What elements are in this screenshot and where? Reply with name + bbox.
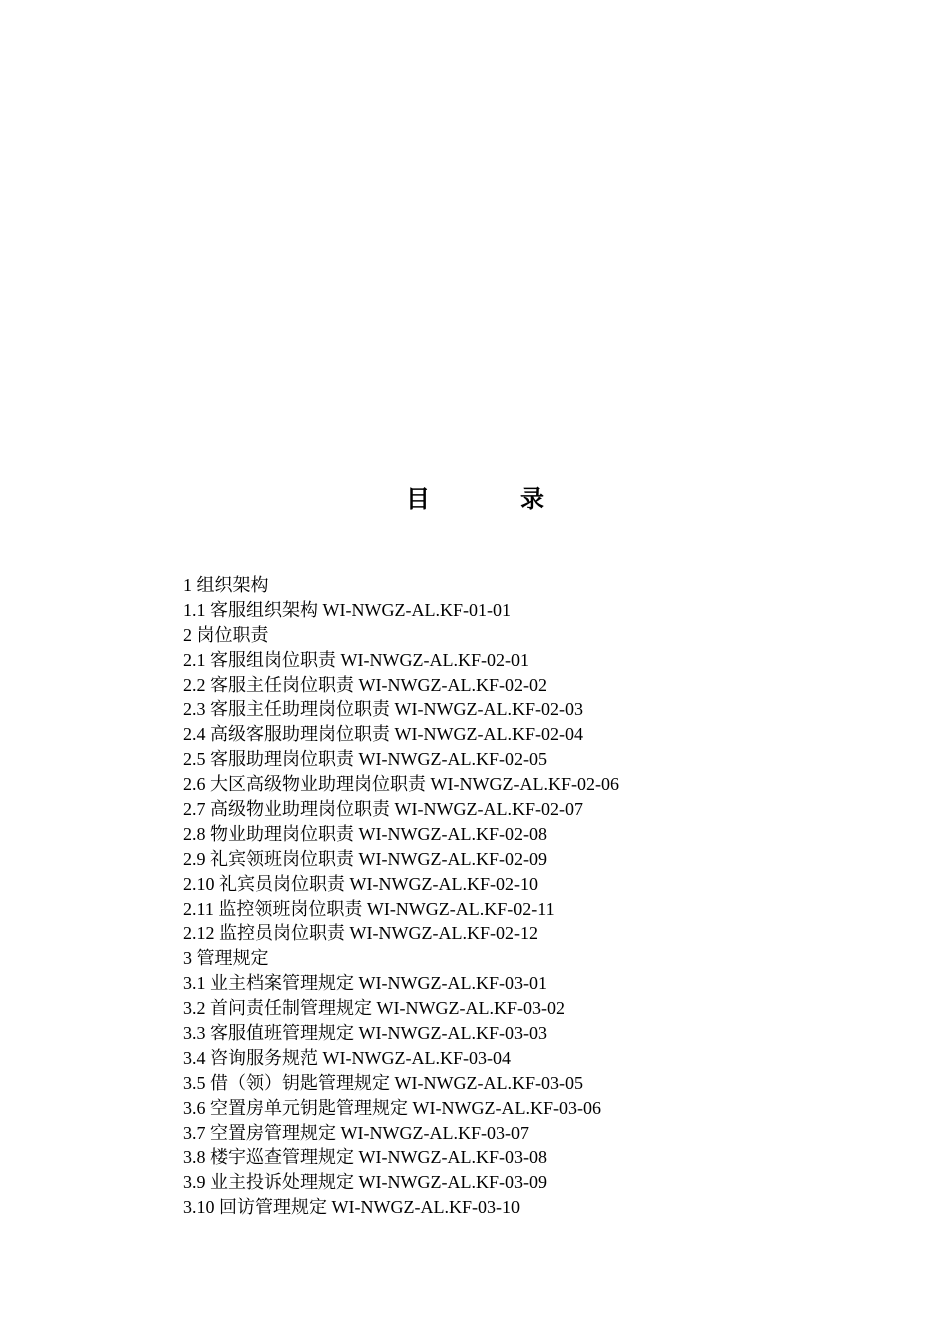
toc-item: 3.10 回访管理规定 WI-NWGZ-AL.KF-03-10 — [183, 1197, 520, 1218]
toc-item: 1.1 客服组织架构 WI-NWGZ-AL.KF-01-01 — [183, 599, 511, 620]
toc-item: 3.8 楼宇巡查管理规定 WI-NWGZ-AL.KF-03-08 — [183, 1147, 547, 1168]
toc-item: 3 管理规定 — [183, 948, 269, 969]
page-title — [0, 484, 950, 518]
toc-item: 2.2 客服主任岗位职责 WI-NWGZ-AL.KF-02-02 — [183, 674, 547, 695]
toc-item: 3.6 空置房单元钥匙管理规定 WI-NWGZ-AL.KF-03-06 — [183, 1097, 601, 1118]
toc-item: 2.6 大区高级物业助理岗位职责 WI-NWGZ-AL.KF-02-06 — [183, 774, 619, 795]
toc-item: 1 组织架构 — [183, 575, 269, 595]
toc-item: 2 岗位职责 — [183, 624, 269, 645]
toc-item: 3.3 客服值班管理规定 WI-NWGZ-AL.KF-03-03 — [183, 1023, 547, 1044]
toc-item: 3.1 业主档案管理规定 WI-NWGZ-AL.KF-03-01 — [183, 973, 547, 994]
toc-item: 2.3 客服主任助理岗位职责 WI-NWGZ-AL.KF-02-03 — [183, 699, 583, 720]
toc-item: 3.2 首问责任制管理规定 WI-NWGZ-AL.KF-03-02 — [183, 998, 565, 1019]
toc-item: 2.9 礼宾领班岗位职责 WI-NWGZ-AL.KF-02-09 — [183, 848, 547, 869]
toc-item: 3.9 业主投诉处理规定 WI-NWGZ-AL.KF-03-09 — [183, 1172, 547, 1193]
toc-item: 2.5 客服助理岗位职责 WI-NWGZ-AL.KF-02-05 — [183, 749, 547, 770]
toc-item: 3.7 空置房管理规定 WI-NWGZ-AL.KF-03-07 — [183, 1122, 529, 1143]
title-char-2: 录 — [520, 487, 544, 513]
toc-item: 2.11 监控领班岗位职责 WI-NWGZ-AL.KF-02-11 — [183, 898, 555, 919]
title-char-1: 目 — [406, 487, 430, 513]
toc-item: 2.4 高级客服助理岗位职责 WI-NWGZ-AL.KF-02-04 — [183, 724, 583, 745]
table-of-contents — [183, 573, 883, 1220]
toc-item: 3.5 借（领）钥匙管理规定 WI-NWGZ-AL.KF-03-05 — [183, 1072, 583, 1093]
toc-item: 2.8 物业助理岗位职责 WI-NWGZ-AL.KF-02-08 — [183, 823, 547, 844]
toc-item: 3.4 咨询服务规范 WI-NWGZ-AL.KF-03-04 — [183, 1047, 511, 1068]
toc-item: 2.1 客服组岗位职责 WI-NWGZ-AL.KF-02-01 — [183, 649, 529, 670]
toc-item: 2.12 监控员岗位职责 WI-NWGZ-AL.KF-02-12 — [183, 923, 538, 944]
toc-item: 2.7 高级物业助理岗位职责 WI-NWGZ-AL.KF-02-07 — [183, 799, 583, 820]
toc-item: 2.10 礼宾员岗位职责 WI-NWGZ-AL.KF-02-10 — [183, 873, 538, 894]
